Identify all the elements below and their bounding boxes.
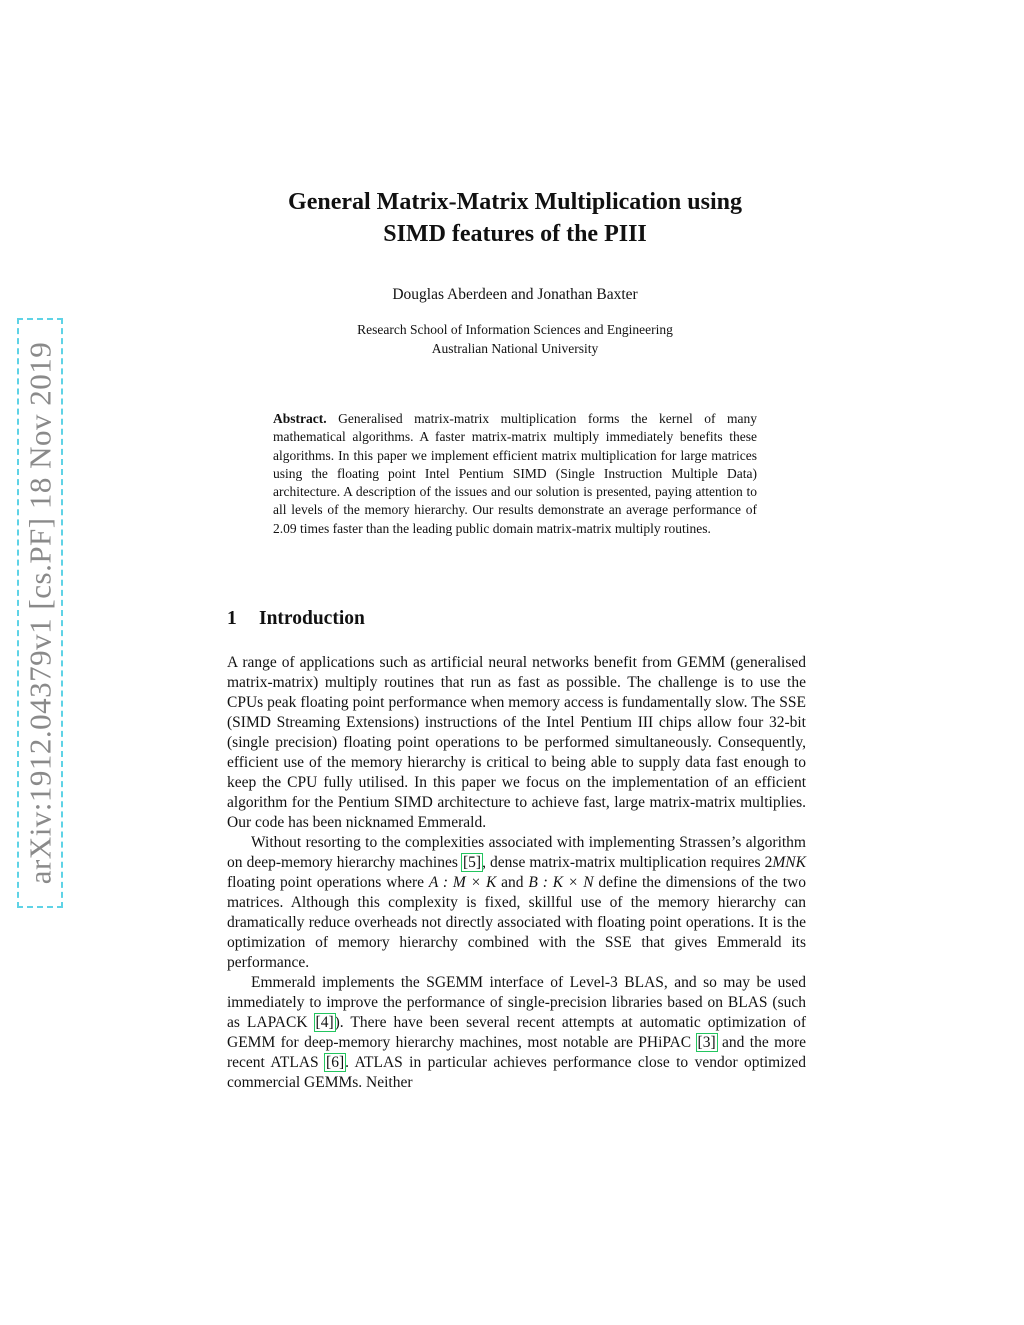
citation-link-6[interactable]: [6] [326,1054,345,1071]
arxiv-identifier-text: arXiv:1912.04379v1 [cs.PF] 18 Nov 2019 [22,341,58,885]
para2-text-1: Without resorting to the complexities associated with implementing Strassen’s algorithm on deep-memory hierarchy machines [227,834,806,871]
paper-title [200,186,830,250]
citation-link-5[interactable]: [5] [462,854,482,871]
affiliation [200,320,830,358]
para2-text-5: define the dimensions of the two matrices. Although this complexity is fixed, skillful use of the memory hierarchy can dramatically reduce overheads not directly associated with floating point operations. It is the optimization of memory hierarchy combined with the SSE that gives Emmerald its performance. [227,874,806,971]
math-dim-a: A : M × K [428,874,497,891]
affiliation-line-1: Research School of Information Sciences and Engineering [357,322,673,337]
paragraph-3 [227,973,806,1093]
para2-text-4: and [496,874,529,891]
citation-link-3[interactable]: [3] [697,1034,716,1051]
math-mnk: MNK [772,854,806,871]
math-dim-b: B : K × N [528,874,594,891]
para3-text-3: and the more recent ATLAS [227,1034,806,1071]
title-line-2: SIMD features of the PIII [383,221,647,247]
introduction-body [227,653,806,1093]
para2-text-3: floating point operations where [227,874,429,891]
title-line-1: General Matrix-Matrix Multiplication using [288,189,742,215]
para3-text-4: . ATLAS in particular achieves performance close to vendor optimized commercial GEMMs. Neither [227,1054,806,1091]
abstract-text: Generalised matrix-matrix multiplication forms the kernel of many mathematical algorithms. A faster matrix-matrix multiply immediately benefits these algorithms. In this paper we implement efficient matrix multiplication for large matrices using the floating point Intel Pentium SIMD (Single Instruction Multiple Data) architecture. A description of the issues and our solution is presented, paying attention to all levels of the memory hierarchy. Our results demonstrate an average performance of 2.09 times faster than the leading public domain matrix-matrix multiply routines. [273,411,758,536]
paper-authors: Douglas Aberdeen and Jonathan Baxter [392,286,638,303]
affiliation-line-2: Australian National University [431,341,599,356]
arxiv-identifier-stamp[interactable] [17,318,63,908]
para2-text-2: , dense matrix-matrix multiplication requires 2 [482,854,773,871]
paragraph-1: A range of applications such as artificial neural networks benefit from GEMM (generalised matrix-matrix) multiply routines that run as fast as possible. The challenge is to use the CPUs peak floating point performance when memory access is fundamentally slow. The SSE (SIMD Streaming Extensions) instructions of the Intel Pentium III chips allow four 32-bit (single precision) floating point operations to be performed simultaneously. Consequently, efficient use of the memory hierarchy is critical to being able to supply data fast enough to keep the CPU fully utilised. In this paper we focus on the implementation of an efficient algorithm for the Pentium SIMD architecture to achieve fast, large matrix-matrix multiplies. Our code has been nicknamed Emmerald. [227,654,806,831]
para3-text-2: ). There have been several recent attempts at automatic optimization of GEMM for deep-memory hierarchy machines, most notable are PHiPAC [227,1014,806,1051]
para3-text-1: Emmerald implements the SGEMM interface of Level-3 BLAS, and so may be used immediately to improve the performance of single-precision libraries based on BLAS (such as LAPACK [227,974,806,1031]
abstract-label: Abstract. [273,411,327,426]
citation-link-4[interactable]: [4] [315,1014,334,1031]
section-number: 1 [227,608,237,629]
section-title: Introduction [259,608,365,629]
paragraph-2 [227,833,806,973]
section-heading-introduction [227,608,365,630]
abstract [273,410,757,538]
